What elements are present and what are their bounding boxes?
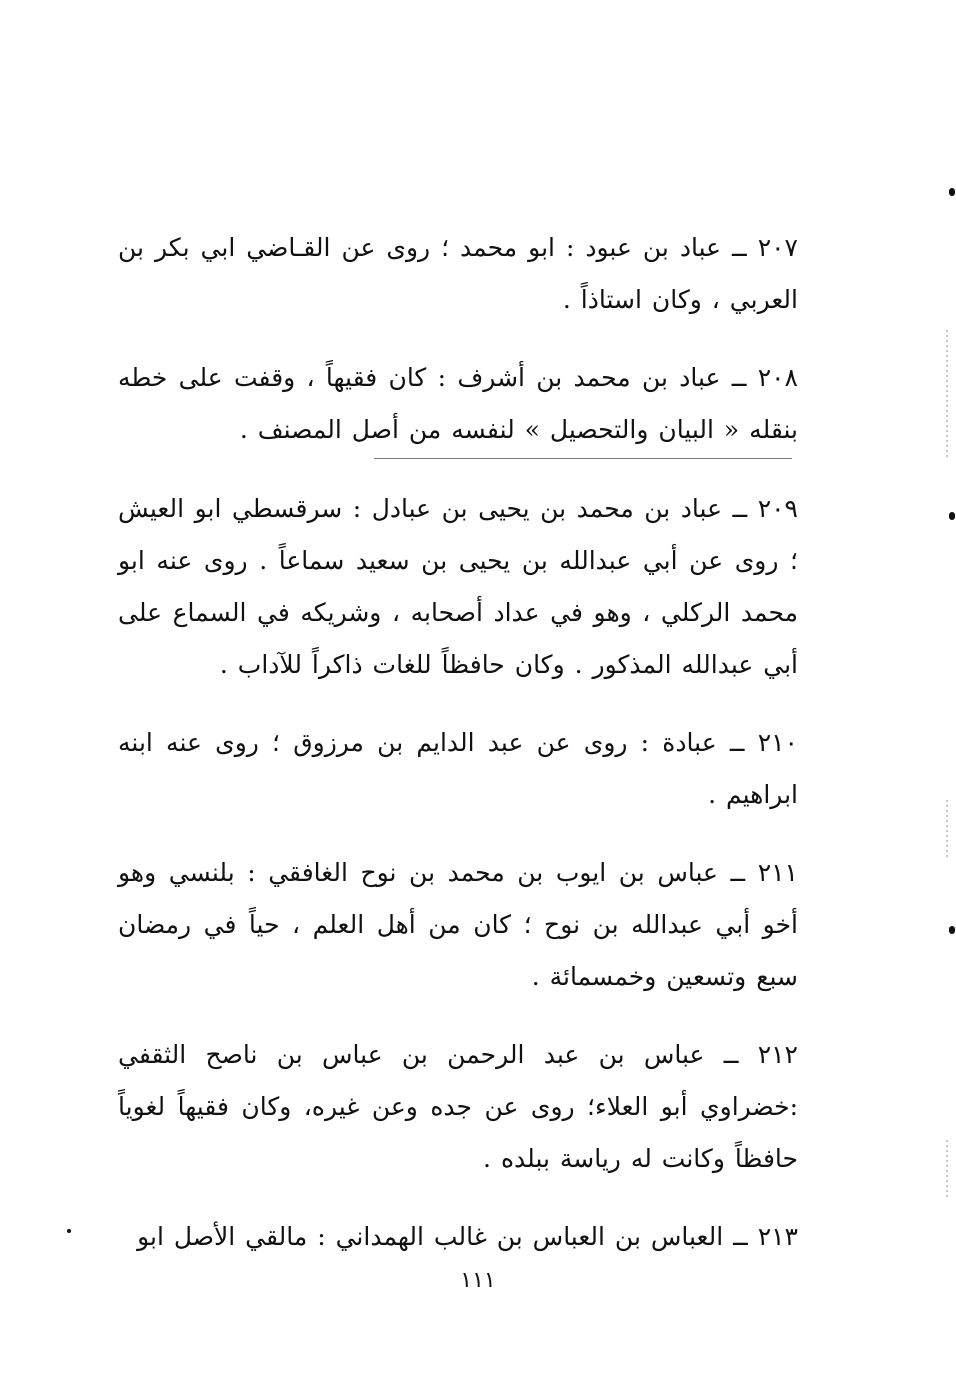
scan-dot-mark — [949, 188, 955, 196]
divider-rule — [374, 458, 792, 459]
entry-211: ٢١١ ــ عباس بن ايوب بن محمد بن نوح الغافقي : بلنسي وهو أخو أبي عبدالله بن نوح ؛ كان من أهل العلم ، حياً في رمضان سبع وتسعين وخمسمائة . — [118, 858, 798, 991]
scan-edge-artifact — [946, 1140, 948, 1200]
entry-212: ٢١٢ ــ عباس بن عبد الرحمن بن عباس بن ناصح الثقفي :خضراوي أبو العلاء؛ روى عن جده وعن غيره، وكان فقيهاً لغوياً حافظاً وكانت له رياسة ببلده . — [118, 1040, 798, 1173]
page-number: ١١١ — [460, 1268, 496, 1293]
entry-210: ٢١٠ ــ عبادة : روى عن عبد الدايم بن مرزوق ؛ روى عنه ابنه ابراهيم . — [118, 728, 798, 809]
entry-213: ٢١٣ ــ العباس بن العباس بن غالب الهمداني : مالقي الأصل ابو — [137, 1222, 798, 1251]
scan-dot-mark — [949, 512, 955, 520]
scan-dot-mark — [67, 1229, 71, 1233]
entry-208: ٢٠٨ ــ عباد بن محمد بن أشرف : كان فقيهاً ، وقفت على خطه بنقله « البيان والتحصيل » لنفسه من أصل المصنف . — [118, 363, 798, 444]
scan-edge-artifact — [946, 800, 948, 860]
scan-edge-artifact — [946, 330, 948, 460]
entry-209: ٢٠٩ ــ عباد بن محمد بن يحيى بن عبادل : سرقسطي ابو العيش ؛ روى عن أبي عبدالله بن يحيى بن سعيد سماعاً . روى عنه ابو محمد الركلي ، وهو في عداد أصحابه ، وشريكه في السماع على أبي عبدالله المذكور . وكان حافظاً للغات ذاكراً للآداب . — [118, 494, 798, 679]
page-body — [118, 222, 798, 1263]
entry-207: ٢٠٧ ــ عباد بن عبود : ابو محمد ؛ روى عن القـاضي ابي بكر بن العربي ، وكان استاذاً . — [118, 233, 798, 314]
scan-dot-mark — [949, 926, 955, 934]
